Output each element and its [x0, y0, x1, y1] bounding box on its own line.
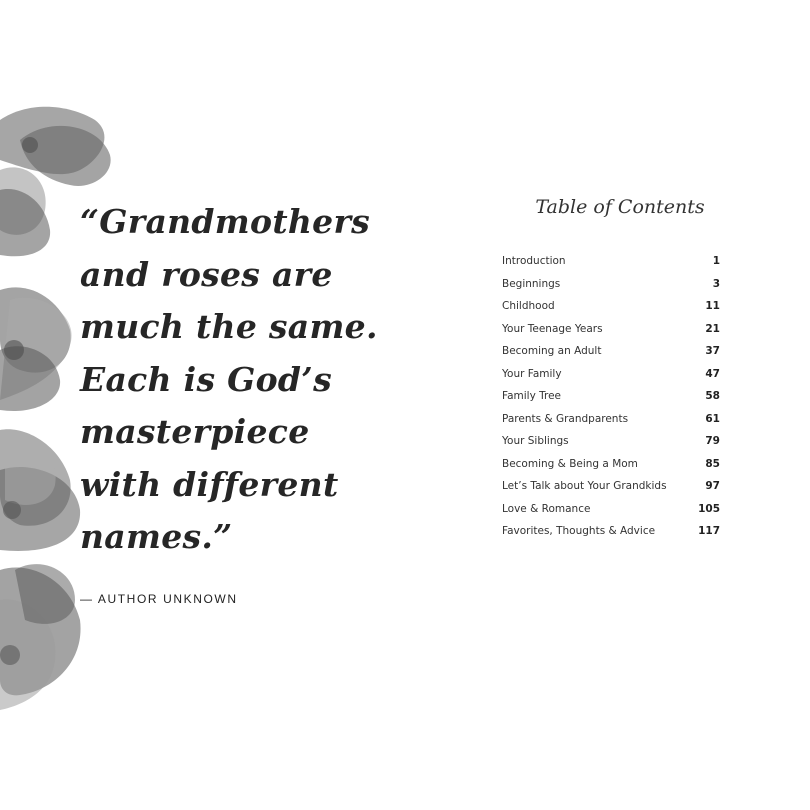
toc-entry[interactable]	[502, 345, 720, 368]
toc-entry-label: Becoming an Adult	[502, 345, 602, 357]
toc-entry-label: Family Tree	[502, 390, 562, 402]
toc-entry-label: Childhood	[502, 300, 555, 312]
quote-line: masterpiece	[80, 412, 310, 451]
toc-entry-label: Let’s Talk about Your Grandkids	[502, 480, 667, 492]
toc-entry-page: 1	[712, 255, 720, 267]
toc-entry[interactable]	[502, 323, 720, 346]
quote-line: names.”	[80, 517, 233, 556]
toc-entry[interactable]	[502, 480, 720, 503]
quote-line: Each is God’s	[80, 359, 332, 399]
toc-entry-label: Your Teenage Years	[502, 322, 603, 335]
toc-entry-label: Becoming & Being a Mom	[502, 457, 638, 470]
toc-entry-page: 105	[698, 502, 720, 515]
quote-line: with different	[80, 464, 339, 504]
quote-line: much the same.	[80, 307, 378, 346]
toc-entry-page: 47	[705, 367, 720, 380]
quote-line: and roses are	[80, 254, 333, 294]
toc-entry-page: 3	[712, 277, 720, 290]
toc-entry-label: Favorites, Thoughts & Advice	[502, 525, 656, 537]
quote-line: “Grandmothers	[80, 202, 371, 241]
toc-entry[interactable]	[502, 503, 720, 526]
toc-entry-page: 85	[705, 457, 720, 470]
toc-entry[interactable]	[502, 255, 720, 278]
toc-entry[interactable]	[502, 525, 720, 548]
toc-entry-page: 21	[705, 322, 720, 335]
toc-entry-page: 11	[705, 300, 720, 312]
toc-entry[interactable]	[502, 300, 720, 323]
toc-entry[interactable]	[502, 435, 720, 458]
toc-entry-page: 79	[705, 435, 720, 447]
toc-entry[interactable]	[502, 458, 720, 481]
toc-entry-page: 117	[698, 525, 720, 537]
toc-entry-page: 61	[705, 412, 720, 425]
toc-entry-label: Introduction	[502, 255, 566, 267]
quote-attribution: — AUTHOR UNKNOWN	[80, 592, 238, 606]
toc-entry-page: 58	[705, 390, 720, 402]
toc-entry-label: Your Siblings	[502, 435, 569, 447]
toc-entry-label: Parents & Grandparents	[502, 412, 629, 425]
toc-entry-label: Love & Romance	[502, 502, 591, 515]
quote-text	[80, 196, 410, 564]
toc-entry-label: Beginnings	[502, 277, 561, 290]
toc-entry-page: 37	[705, 345, 720, 357]
toc-entry[interactable]	[502, 278, 720, 301]
toc-entry[interactable]	[502, 413, 720, 436]
table-of-contents	[502, 255, 720, 548]
toc-entry[interactable]	[502, 390, 720, 413]
toc-entry-page: 97	[705, 480, 720, 492]
toc-entry[interactable]	[502, 368, 720, 391]
toc-title: Table of Contents	[535, 196, 705, 218]
toc-entry-label: Your Family	[502, 367, 562, 380]
